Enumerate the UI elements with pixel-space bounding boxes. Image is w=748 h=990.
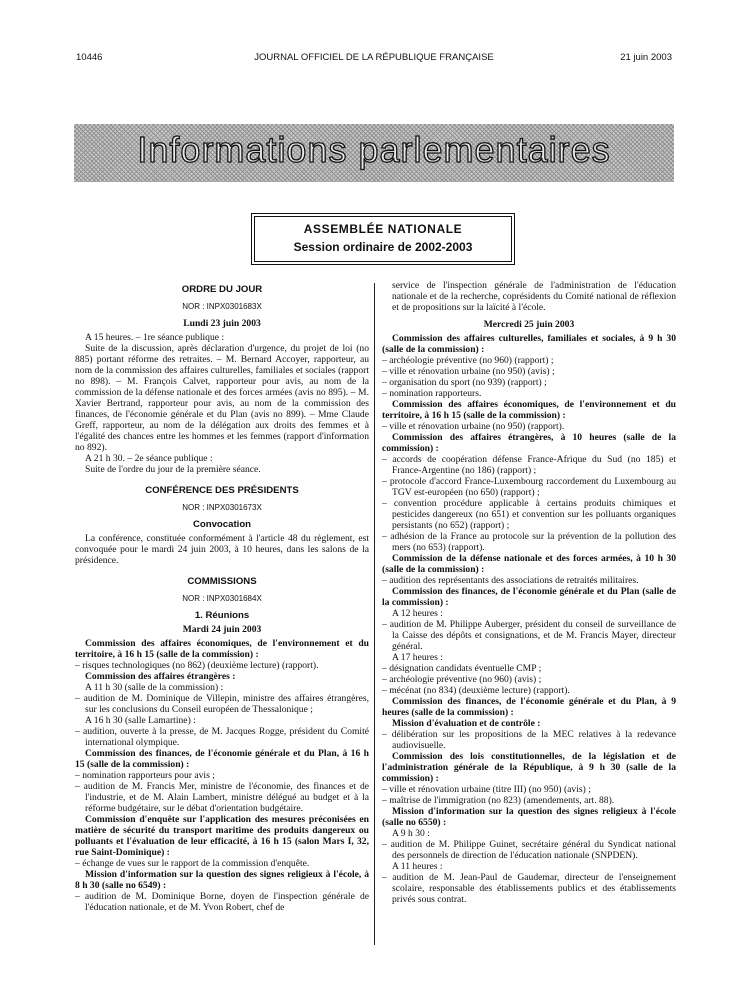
paragraph: service de l'inspection générale de l'administration de l'éducation nationale et de la recherche, coprésidents du Comité national de réflexion et de propositions sur la laïcité à l'école. bbox=[392, 280, 676, 313]
time-line: A 9 h 30 : bbox=[392, 828, 430, 839]
left-column bbox=[75, 284, 369, 913]
list-item: – audition de M. Francis Mer, ministre de l'économie, des finances et de l'industrie, et de M. Alain Lambert, ministre délégué au budget et à la réforme budgétaire, sur le débat d'orientation budgétaire. bbox=[75, 781, 369, 814]
list-item: – maîtrise de l'immigration (no 823) (amendements, art. 88). bbox=[382, 795, 615, 806]
time-line: A 11 h 30 (salle de la commission) : bbox=[85, 682, 224, 693]
mardi-date: Mardi 24 juin 2003 bbox=[182, 624, 262, 635]
reunions-heading: 1. Réunions bbox=[194, 610, 250, 621]
page-number: 10446 bbox=[76, 52, 103, 63]
issue-date: 21 juin 2003 bbox=[620, 52, 672, 63]
ordre-du-jour-heading: ORDRE DU JOUR bbox=[181, 284, 263, 295]
assembly-name: ASSEMBLÉE NATIONALE bbox=[303, 222, 463, 236]
list-item: – organisation du sport (no 939) (rapport) ; bbox=[382, 377, 547, 388]
journal-title: JOURNAL OFFICIEL DE LA RÉPUBLIQUE FRANÇAISE bbox=[254, 52, 494, 63]
list-item: – ville et rénovation urbaine (no 950) (avis) ; bbox=[382, 366, 555, 377]
paragraph: Suite de la discussion, après déclaration d'urgence, du projet de loi (no 885) portant réforme des retraites. – M. Bernard Accoyer, rapporteur, au nom de la commission des affaires culturelles, familiales et sociales (rapport no 898). – M. François Calvet, rapporteur pour avis, au nom de la commission de la défense nationale et des forces armées (avis no 895). – M. Xavier Bertrand, rapporteur pour avis, au nom de la commission des finances, de l'économie générale et du Plan (avis no 899). – Mme Claude Greff, rapporteur, au nom de la délégation aux droits des femmes et à l'égalité des chances entre les hommes et les femmes (rapport d'information no 892). bbox=[75, 343, 369, 453]
list-item: – convention procédure applicable à certains produits chimiques et pesticides dangereux (no 651) et convention sur les polluants organiques persistants (no 652) (rapport) ; bbox=[382, 498, 676, 531]
list-item: – mécénat (no 834) (deuxième lecture) (rapport). bbox=[382, 685, 570, 696]
list-item: – archéologie préventive (no 960) (avis) ; bbox=[382, 674, 542, 685]
list-item: – audition, ouverte à la presse, de M. Jacques Rogge, président du Comité international olympique. bbox=[75, 726, 369, 748]
list-item: – audition des représentants des associations de retraités militaires. bbox=[382, 575, 639, 586]
paragraph: A 15 heures. – 1re séance publique : bbox=[85, 332, 225, 343]
mission-subheading: Mission d'évaluation et de contrôle : bbox=[392, 718, 541, 729]
commission-heading: Commission des finances, de l'économie générale et du Plan (salle de la commission) : bbox=[382, 586, 676, 608]
commission-heading: Commission des finances, de l'économie générale et du Plan, à 16 h 15 (salle de la commission) : bbox=[75, 748, 369, 770]
list-item: – archéologie préventive (no 960) (rapport) ; bbox=[382, 355, 554, 366]
time-line: A 17 heures : bbox=[392, 652, 443, 663]
list-item: – audition de M. Jean-Paul de Gaudemar, directeur de l'enseignement scolaire, responsable des établissements publics et des établissements privés sous contrat. bbox=[382, 872, 676, 905]
list-item: – désignation candidats éventuelle CMP ; bbox=[382, 663, 542, 674]
list-item: – protocole d'accord France-Luxembourg raccordement du Luxembourg au TGV est-européen (no 650) (rapport) ; bbox=[382, 476, 676, 498]
list-item: – ville et rénovation urbaine (no 950) (rapport). bbox=[382, 421, 565, 432]
commission-heading: Commission des affaires économiques, de l'environnement et du territoire, à 16 h 15 (salle de la commission) : bbox=[75, 638, 369, 660]
time-line: A 12 heures : bbox=[392, 608, 443, 619]
paragraph: La conférence, constituée conformément à l'article 48 du règlement, est convoquée pour le mardi 24 juin 2003, à 10 heures, dans les salons de la présidence. bbox=[75, 533, 369, 566]
list-item: – échange de vues sur le rapport de la commission d'enquête. bbox=[75, 858, 310, 869]
conference-nor: NOR : INPX0301673X bbox=[182, 503, 262, 512]
ordre-nor: NOR : INPX0301683X bbox=[182, 302, 262, 311]
section-banner bbox=[74, 124, 674, 182]
list-item: – audition de M. Dominique Borne, doyen de l'inspection générale de l'éducation nationale, et de M. Yvon Robert, chef de bbox=[75, 891, 369, 913]
list-item: – audition de M. Philippe Auberger, président du conseil de surveillance de la Caisse des dépôts et consignations, et de M. Francis Mayer, directeur général. bbox=[382, 619, 676, 652]
time-line: A 11 heures : bbox=[392, 861, 443, 872]
lundi-date: Lundi 23 juin 2003 bbox=[183, 318, 261, 329]
conference-heading: CONFÉRENCE DES PRÉSIDENTS bbox=[145, 485, 299, 496]
page-header bbox=[0, 52, 748, 66]
list-item: – nomination rapporteurs pour avis ; bbox=[75, 770, 215, 781]
paragraph: A 21 h 30. – 2e séance publique : bbox=[85, 453, 213, 464]
list-item: – risques technologiques (no 862) (deuxième lecture) (rapport). bbox=[75, 660, 319, 671]
commission-heading: Commission des affaires culturelles, familiales et sociales, à 9 h 30 (salle de la commission) : bbox=[382, 333, 676, 355]
list-item: – audition de M. Dominique de Villepin, ministre des affaires étrangères, sur les conclusions du Conseil européen de Thessalonique ; bbox=[75, 693, 369, 715]
commission-heading: Mission d'information sur la question des signes religieux à l'école, à 8 h 30 (salle no 6549) : bbox=[75, 869, 369, 891]
commission-heading: Commission des affaires étrangères : bbox=[85, 671, 236, 682]
commission-heading: Commission d'enquête sur l'application des mesures préconisées en matière de sécurité du transport maritime des produits dangereux ou polluants et l'évaluation de leur efficacité, à 16 h 15 (salon Mars I, 32, rue Saint-Dominique) : bbox=[75, 814, 369, 858]
commission-heading: Commission des affaires économiques, de l'environnement et du territoire, à 16 h 15 (salle de la commission) : bbox=[382, 399, 676, 421]
commission-heading: Commission des finances, de l'économie générale et du Plan, à 9 heures (salle de la commission) : bbox=[382, 696, 676, 718]
convocation-heading: Convocation bbox=[192, 519, 252, 530]
commission-heading: Commission des affaires étrangères, à 10 heures (salle de la commission) : bbox=[382, 432, 676, 454]
commission-heading: Mission d'information sur la question des signes religieux à l'école (salle no 6550) : bbox=[382, 806, 676, 828]
paragraph: Suite de l'ordre du jour de la première séance. bbox=[85, 464, 261, 475]
column-divider bbox=[374, 283, 375, 945]
commissions-nor: NOR : INPX0301684X bbox=[182, 594, 262, 603]
list-item: – délibération sur les propositions de la MEC relatives à la redevance audiovisuelle. bbox=[382, 729, 676, 751]
commission-heading: Commission des lois constitutionnelles, de la législation et de l'administration générale de la République, à 9 h 30 (salle de la commission) : bbox=[382, 751, 676, 784]
session-name: Session ordinaire de 2002-2003 bbox=[293, 240, 473, 254]
commission-heading: Commission de la défense nationale et des forces armées, à 10 h 30 (salle de la commission) : bbox=[382, 553, 676, 575]
time-line: A 16 h 30 (salle Lamartine) : bbox=[85, 715, 196, 726]
assembly-box bbox=[254, 216, 512, 262]
list-item: – accords de coopération défense France-Afrique du Sud (no 185) et France-Argentine (no 186) (rapport) ; bbox=[382, 454, 676, 476]
right-column bbox=[382, 280, 676, 905]
list-item: – nomination rapporteurs. bbox=[382, 388, 482, 399]
list-item: – ville et rénovation urbaine (titre III) (no 950) (avis) ; bbox=[382, 784, 591, 795]
list-item: – adhésion de la France au protocole sur la prévention de la pollution des mers (no 653) (rapport). bbox=[382, 531, 676, 553]
banner-title: Informations parlementaires bbox=[137, 129, 611, 170]
list-item: – audition de M. Philippe Guinet, secrétaire général du Syndicat national des personnels de direction de l'éducation nationale (SNPDEN). bbox=[382, 839, 676, 861]
commissions-heading: COMMISSIONS bbox=[187, 576, 257, 587]
mercredi-date: Mercredi 25 juin 2003 bbox=[483, 319, 575, 330]
